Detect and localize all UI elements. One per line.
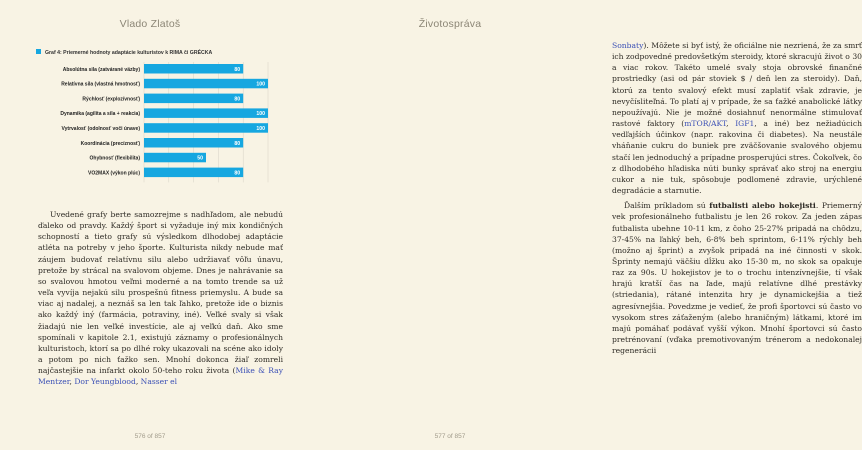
bar [144,64,243,74]
left-page [0,0,300,450]
category-label: VO2MAX (výkon plúc) [88,170,140,177]
value-label: 100 [256,125,265,132]
chart-svg [34,44,282,194]
right-p2-bold: futbalisti alebo hokejisti [709,201,816,211]
value-label: 80 [234,140,241,147]
bar [144,108,268,118]
right-p2-start: Ďalším príkladom sú [624,201,710,211]
category-label: Koordinácia (precíznosť) [80,140,140,147]
ref-sep-2: , [135,377,141,387]
right-p1-text: ). Môžete si byť istý, že oficiálne nie nezriená, že za smrť ich zodpovedné predovšetkým steroidy, ktoré skracujú život o 30 a viac rokov. Takéto umelé svaly stoja obrovské finančné prostriedky (asi od pár stoviek $ / deň len za steroidy). Daň, ktorú za tento svalový efekt musí zaplatiť však zdravie, je nevyčísliteľná. To platí aj v prípade, že sa ťažké anabolické látky nepoužívajú. Nie je možné dosiahnuť nenormálne stimulovať rastové faktory ( [612,41,862,129]
ref-sep-1: , [69,377,75,387]
right-paragraph-2 [612,200,862,356]
category-label: Dynamika (agilita a sila + reakcia) [60,111,140,118]
ref-link-1[interactable]: Mike & Ray Mentzer [38,366,283,387]
chapter-header: Životospráva [418,18,482,30]
value-label: 80 [234,96,241,103]
bar [144,94,243,104]
right-p1-tail: , a iné) bez nežiadúcich vedľajších účinkov (napr. rakovina či diabetes). Na neustále vháňanie cukru do buniek pre zväčšovanie svalového objemu stačí len jednoduchý a prípadne prosperujúci stres. Čokoľvek, čo z dlhodobého hľadiska núti bunky správať ako stroj na energiu cukor a nie tuk, spôsobuje podlomené zdravie, urýchlené degradácie a starnutie. [612,119,862,196]
category-label: Vytrvalosť (odolnosť voči únave) [61,125,140,132]
left-page-number: 576 of 857 [134,433,166,440]
right-paragraph-1: Sonbaty). Môžete si byť istý, že oficiálne nie nezriená, že za smrť ich zodpovedné predovšetkým steroidy, ktoré skracujú život o 30 a viac rokov. Takéto umelé svaly stoja obrovské finančné prostriedky (asi od pár stoviek $ / deň len za steroidy). Daň, ktorú za tento svalový efekt musí zaplatiť však zdravie, je nevyčísliteľná. To platí aj v prípade, že sa ťažké anabolické látky nepoužívajú. Nie je možné dosiahnuť nenormálne stimulovať rastové faktory (mTOR/AKT, IGF1, a iné) bez nežiadúcich vedľajších účinkov (napr. rakovina či diabetes). Na neustále vháňanie cukru do buniek pre zväčšovanie svalového objemu stačí len jednoduchý a prípadne prosperujúci stres. Čokoľvek, čo z dlhodobého hľadiska núti bunky správať ako stroj na energiu cukor a nie tuk, spôsobuje podlomené zdravie, urýchlené degradácie a starnutie. [612,41,862,196]
left-body-text [38,209,283,388]
value-label: 100 [256,111,265,118]
ref-link-3[interactable]: Nasser el [140,377,178,387]
legend-swatch [36,49,41,54]
ref-link-sonbaty[interactable]: Sonbaty [612,41,644,50]
right-page-number: 577 of 857 [434,433,466,440]
ref-link-mtor[interactable]: mTOR/AKT [684,119,727,129]
value-label: 100 [256,81,265,88]
category-label: Relatívna sila (vlastná hmotnosť) [61,81,140,88]
bar-chart [34,44,282,194]
value-label: 80 [234,66,241,73]
right-page [300,0,862,450]
value-label: 50 [197,155,203,162]
chart-title: Graf 4: Priemerné hodnoty adaptácie kulturistov k RIMA či GRÉCKA [45,50,213,56]
bar [144,79,268,89]
category-label: Absolútna sila (zatvárané väzby) [62,66,140,73]
category-label: Rýchlosť (explozívnosť) [82,96,140,103]
bar [144,138,243,148]
bar [144,123,268,133]
ref-link-2[interactable]: Dor Yeungblood [74,377,136,387]
right-p2-text: . Priemerný vek profesionálneho futbalistu je len 26 rokov. Za jeden zápas futbalista ubehne 10-11 km, z čoho 25-27% pripadá na chôdzu, 37-45% na ľahký beh, 6-8% beh sprintom, 6-11% rýchly beh (možno aj šprint) a zvyšok pripadá na iné činnosti v skok. Šprinty nemajú väčšiu dĺžku ako 15-30 m, no skok sa opakuje raz za 90s. U hokejistov je to o trochu intenzívnejšie, tí však hrajú kratší čas na ľade, majú relatívne dlhé prestávky (striedania), rátané intenzita hry je dynamickejšia a tiež agresívnejšia. Povedzme je vedieť, že profi športovci sú často vo vysokom stres záťaženým (alebo hraničným) látkami, ktoré im majú pomáhať podávať vyšší výkon. Mnohí športovci sú často pretrénovaní (vďaka premotivovaným trénerom a nedokonalej regenerácii [612,201,862,356]
right-body-text [612,40,862,356]
value-label: 80 [234,170,241,177]
ref-link-igf1[interactable]: IGF1 [735,119,755,129]
bar [144,168,243,178]
category-label: Ohybnosť (flexibilita) [89,155,140,162]
author-header: Vlado Zlatoš [119,18,181,30]
left-paragraph-text: Uvedené grafy berte samozrejme s nadhľadom, ale nebudú ďaleko od pravdy. Každý šport si vyžaduje iný mix kondičných schopností a tieto grafy sú výsledkom dlhodobej adaptácie atléta na potreby v jeho športe. Kulturista nikdy nebude mať záujem budovať relatívnu silu alebo udržiavať vôľu únavu, pretože by strácal na svalovom objeme. Dnes je nahrávanie sa so svalovou hmotou veľmi moderné a na tomto trende sa už veľa vyvíja nejakú silu prospešnú fitness priemyslu. A bude sa viac aj nadalej, a neznáš sa len tak ľahko, pretože ide o biznis ako každý iný (farmácia, potraviny, iné). Veľké svaly si však žiadajú nie len veľké investície, ale aj veľkú daň. Ako sme spomínali v kapitole 2.1, existujú záznamy o profesionálnych kulturistoch, ktorí sa po dlhé roky ukazovali na scéne ako idoly a potom po nich ťažko sen. Mnohí dokonca žiaľ zomreli najčastejšie na infarkt okolo 50-teho roku života ( [38,210,283,376]
left-paragraph [38,209,283,388]
